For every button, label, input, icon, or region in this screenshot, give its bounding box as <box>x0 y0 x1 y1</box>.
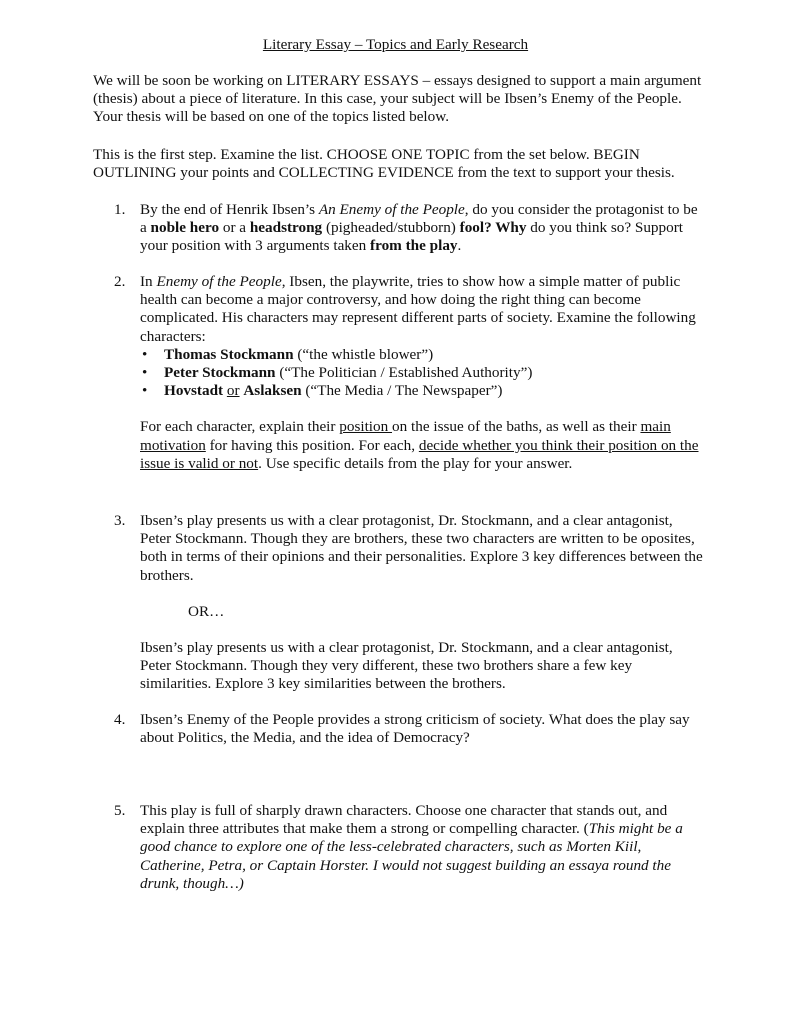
list-item: • Thomas Stockmann (“the whistle blower”) <box>142 345 434 363</box>
intro-paragraph-1: We will be soon be working on LITERARY ESSAYS – essays designed to support a main argument (thesis) about a piece of literature. In this case, your subject will be Ibsen’s Enemy of the People. Your thesis will be based on one of the topics listed below. <box>93 72 702 126</box>
topic-number: 3. <box>114 512 126 529</box>
topic-number: 4. <box>114 711 126 728</box>
topic-2-instructions: For each character, explain their position on the issue of the baths, as well as their main motivation for having this position. For each, decide whether you think their position on the issue is valid or not. Use specific details from the play for your answer. <box>140 418 699 472</box>
topic-2-text: In Enemy of the People, Ibsen, the playwrite, tries to show how a simple matter of public health can become a major controversy, and how doing the right thing can become complicated. His characters may represent different parts of society. Examine the following characters: • Thomas Stockmann (“the whistle blower”) • Peter Stockmann (“The Politician / Established Authority”) • Hovstadt or Aslaksen (“The Media / The Newspaper”) For each character, explain their position on the issue of the baths, as well as their main motivation for having this position. For each, decide whether you think their position on the issue is valid or not. Use specific details from the play for your answer. <box>140 273 705 473</box>
topic-3-text <box>140 512 705 694</box>
list-item: • Hovstadt or Aslaksen (“The Media / The Newspaper”) <box>142 382 503 400</box>
bullet-icon: • <box>142 345 148 363</box>
intro-paragraph-2: This is the first step. Examine the list. CHOOSE ONE TOPIC from the set below. BEGIN OUTLINING your points and COLLECTING EVIDENCE from the text to support your thesis. <box>93 146 675 182</box>
topic-3-option-a: Ibsen’s play presents us with a clear protagonist, Dr. Stockmann, and a clear antagonist, Peter Stockmann. Though they are brothers, these two characters are written to be oposites, both in terms of their opinions and their personalities. Explore 3 key differences between the brothers. <box>140 512 703 584</box>
bullet-icon: • <box>142 382 148 400</box>
or-divider: OR… <box>188 602 225 620</box>
topic-5-text: This play is full of sharply drawn characters. Choose one character that stands out, and explain three attributes that make them a strong or compelling character. (This might be a good chance to explore one of the less-celebrated characters, such as Morten Kiil, Catherine, Petra, or Captain Horster. I would not suggest building an essaya round the drunk, though…) <box>140 802 683 892</box>
topic-1-text: By the end of Henrik Ibsen’s An Enemy of the People, do you consider the protagonist to be a noble hero or a headstrong (pigheaded/stubborn) fool? Why do you think so? Support your position with 3 arguments taken from the play. <box>140 201 698 255</box>
topic-4-text: Ibsen’s Enemy of the People provides a strong criticism of society. What does the play say about Politics, the Media, and the idea of Democracy? <box>140 711 690 747</box>
bullet-icon: • <box>142 364 148 382</box>
list-item: • Peter Stockmann (“The Politician / Established Authority”) <box>142 364 533 382</box>
topic-number: 2. <box>114 273 126 290</box>
topic-number: 5. <box>114 802 126 819</box>
topic-3-option-b: Ibsen’s play presents us with a clear protagonist, Dr. Stockmann, and a clear antagonist, Peter Stockmann. Though they very different, these two brothers share a few key similarities. Explore 3 key similarities between the brothers. <box>140 639 673 693</box>
document-title: Literary Essay – Topics and Early Research <box>262 36 529 53</box>
character-list <box>140 346 705 401</box>
topic-number: 1. <box>114 201 126 218</box>
